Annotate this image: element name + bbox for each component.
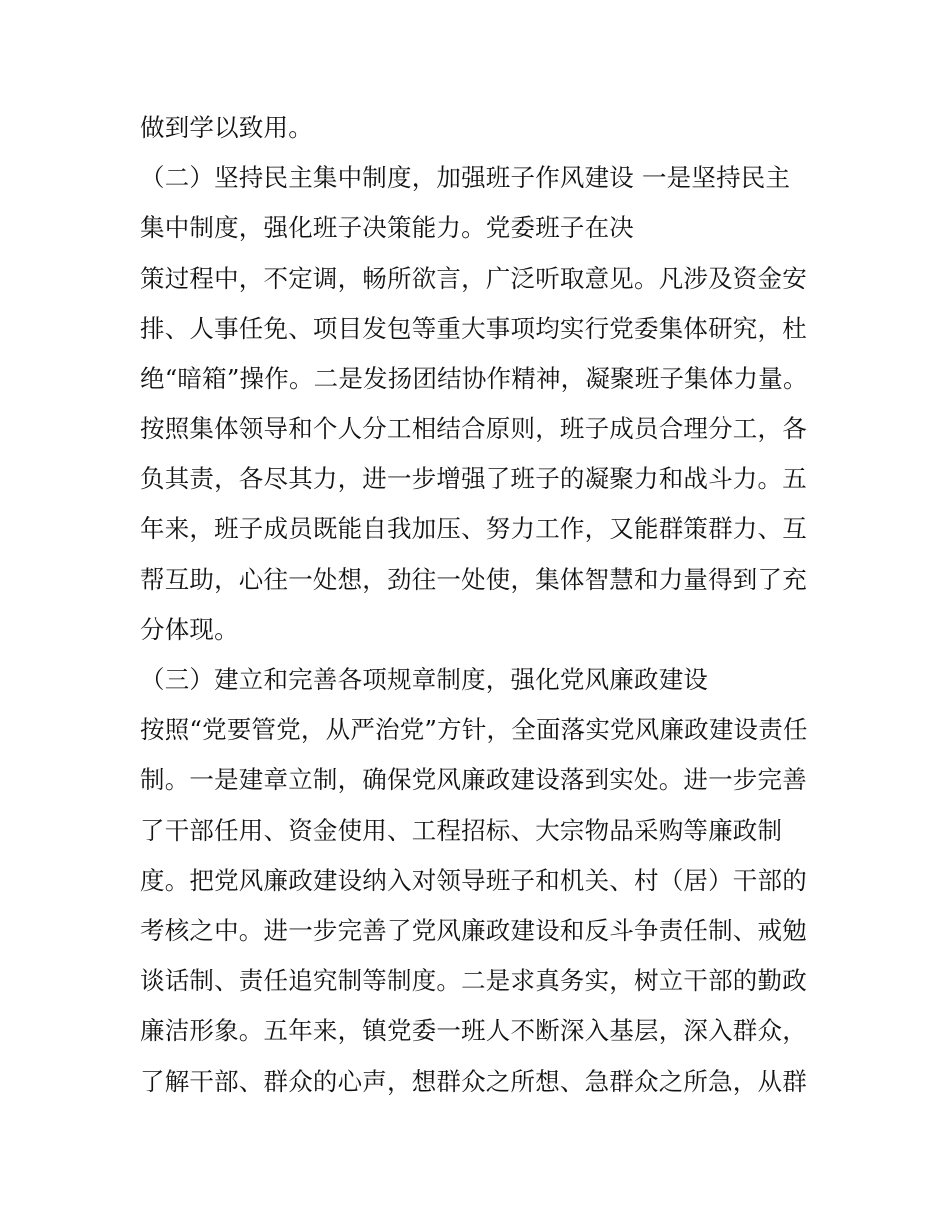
text-line: 了干部任用、资金使用、工程招标、大宗物品采购等廉政制 [140, 816, 783, 845]
text-line: 排、人事任免、项目发包等重大事项均实行党委集体研究，杜 [140, 314, 807, 343]
text-line: 帮互助，心往一处想，劲往一处使，集体智慧和力量得到了充 [140, 565, 807, 594]
section-heading-3: （三）建立和完善各项规章制度，强化党风廉政建设 [140, 665, 709, 694]
text-line: 年来，班子成员既能自我加压、努力工作，又能群策群力、互 [140, 514, 807, 543]
text-line: 绝“暗箱”操作。二是发扬团结协作精神，凝聚班子集体力量。 [140, 364, 808, 393]
text-line: 集中制度，强化班子决策能力。党委班子在决 [140, 213, 634, 242]
text-line: 了解干部、群众的心声，想群众之所想、急群众之所急，从群 [140, 1067, 807, 1096]
text-line: 策过程中，不定调，畅所欲言，广泛听取意见。凡涉及资金安 [140, 264, 807, 293]
text-line: 谈话制、责任追究制等制度。二是求真务实，树立干部的勤政 [140, 966, 807, 995]
text-line: 按照“党要管党，从严治党”方针，全面落实党风廉政建设责任 [140, 715, 808, 744]
text-line: 廉洁形象。五年来，镇党委一班人不断深入基层，深入群众， [140, 1016, 807, 1045]
section-heading-2: （二）坚持民主集中制度，加强班子作风建设 一是坚持民主 [140, 163, 791, 192]
text-line: 度。把党风廉政建设纳入对领导班子和机关、村（居）干部的 [140, 866, 807, 895]
text-line: 分体现。 [140, 615, 239, 644]
text-line: 做到学以致用。 [140, 113, 313, 142]
text-line: 按照集体领导和个人分工相结合原则，班子成员合理分工，各 [140, 414, 807, 443]
text-line: 制。一是建章立制，确保党风廉政建设落到实处。进一步完善 [140, 765, 807, 794]
text-line: 考核之中。进一步完善了党风廉政建设和反斗争责任制、戒勉 [140, 916, 807, 945]
text-line: 负其责，各尽其力，进一步增强了班子的凝聚力和战斗力。五 [140, 464, 807, 493]
